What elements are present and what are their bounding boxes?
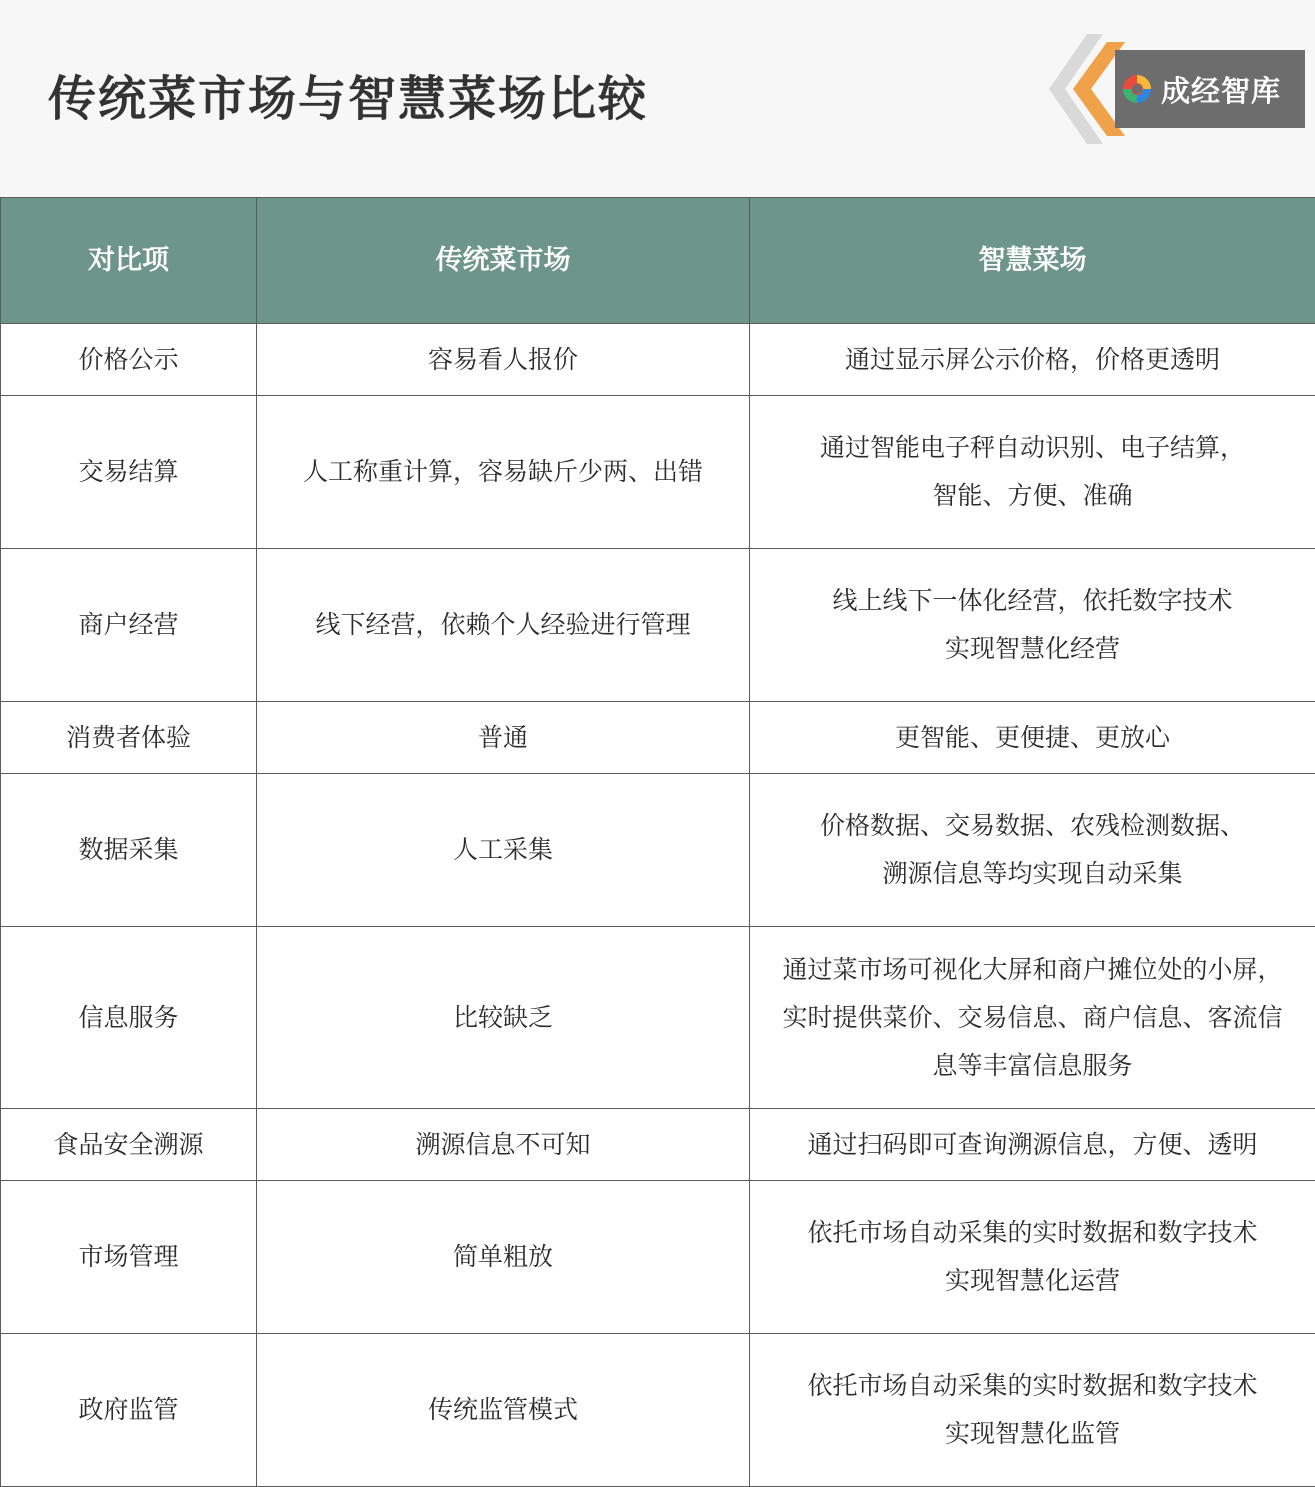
- cell-smart: 通过智能电子秤自动识别、电子结算， 智能、方便、准确: [750, 396, 1315, 549]
- header-traditional: 传统菜市场: [257, 198, 750, 324]
- cell-item: 数据采集: [1, 774, 257, 927]
- cell-traditional: 线下经营，依赖个人经验进行管理: [257, 549, 750, 702]
- cell-smart: 通过显示屏公示价格，价格更透明: [750, 324, 1315, 396]
- cell-smart: 更智能、更便捷、更放心: [750, 702, 1315, 774]
- cell-item: 信息服务: [1, 927, 257, 1109]
- table-row: [1, 774, 1315, 927]
- cell-traditional: 容易看人报价: [257, 324, 750, 396]
- cell-item: 食品安全溯源: [1, 1109, 257, 1181]
- cell-smart: 通过扫码即可查询溯源信息，方便、透明: [750, 1109, 1315, 1181]
- comparison-table: [0, 197, 1315, 1487]
- cell-smart: 通过菜市场可视化大屏和商户摊位处的小屏， 实时提供菜价、交易信息、商户信息、客流信 息等丰富信息服务: [750, 927, 1315, 1109]
- cell-item: 市场管理: [1, 1181, 257, 1334]
- table-row: [1, 927, 1315, 1109]
- cell-traditional: 人工采集: [257, 774, 750, 927]
- cell-traditional: 溯源信息不可知: [257, 1109, 750, 1181]
- cell-item: 价格公示: [1, 324, 257, 396]
- cell-traditional: 传统监管模式: [257, 1334, 750, 1487]
- table-row: [1, 1181, 1315, 1334]
- table-row: [1, 702, 1315, 774]
- brand-logo-icon: [1121, 73, 1153, 105]
- cell-item: 政府监管: [1, 1334, 257, 1487]
- cell-smart: 依托市场自动采集的实时数据和数字技术 实现智慧化监管: [750, 1334, 1315, 1487]
- cell-smart: 依托市场自动采集的实时数据和数字技术 实现智慧化运营: [750, 1181, 1315, 1334]
- brand-badge: [1045, 30, 1310, 148]
- table-row: [1, 324, 1315, 396]
- cell-traditional: 人工称重计算，容易缺斤少两、出错: [257, 396, 750, 549]
- cell-item: 消费者体验: [1, 702, 257, 774]
- cell-traditional: 比较缺乏: [257, 927, 750, 1109]
- cell-item: 交易结算: [1, 396, 257, 549]
- cell-traditional: 简单粗放: [257, 1181, 750, 1334]
- table-row: [1, 396, 1315, 549]
- brand-name: 成经智库: [1161, 69, 1281, 110]
- page-header: [0, 0, 1315, 197]
- table-header-row: [1, 198, 1315, 324]
- table-row: [1, 549, 1315, 702]
- header-item: 对比项: [1, 198, 257, 324]
- header-smart: 智慧菜场: [750, 198, 1315, 324]
- brand-box: [1115, 50, 1305, 128]
- cell-item: 商户经营: [1, 549, 257, 702]
- table-row: [1, 1109, 1315, 1181]
- cell-smart: 价格数据、交易数据、农残检测数据、 溯源信息等均实现自动采集: [750, 774, 1315, 927]
- cell-smart: 线上线下一体化经营，依托数字技术 实现智慧化经营: [750, 549, 1315, 702]
- page-title: 传统菜市场与智慧菜场比较: [48, 64, 648, 134]
- cell-traditional: 普通: [257, 702, 750, 774]
- table-row: [1, 1334, 1315, 1487]
